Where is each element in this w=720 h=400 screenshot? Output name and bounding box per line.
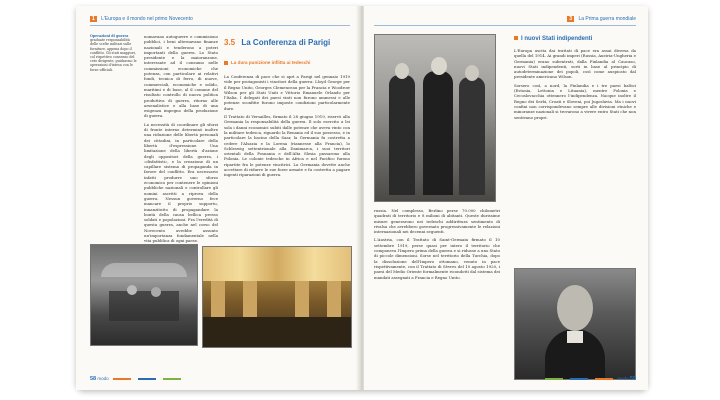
left-text-column (144, 34, 218, 247)
square-bullet-icon (224, 61, 228, 65)
paragraph: russia. Nel complesso, Berlino perse 70.000 chilometri quadrati di territorio e 8 milioni di abitanti. Queste durissime misure generarono nei tedeschi addirittura sentimento di rivalsa che avrebbero governato progressivamente le relazioni internazionali nei decenni seguenti. (374, 208, 500, 235)
footer-label: modo (97, 376, 109, 381)
book-spread (76, 6, 648, 390)
footer-bar (138, 378, 156, 380)
chapter-number: 3 (569, 16, 573, 22)
chapter-title: L'Europa e il mondo nel primo Novecento (101, 16, 193, 22)
footer-bar (595, 378, 613, 380)
subheading-text: La dura punizione inflitta ai tedeschi (231, 60, 311, 65)
footer-bar (113, 378, 131, 380)
section-number: 3.5 (224, 38, 236, 47)
left-page (76, 6, 360, 390)
paragraph: L'Europa uscita dai trattati di pace era assai diversa da quella del 1914. Ai grandi imperi (Russia, Austria-Ungheria e Germania) erano subentrati, dalla Finlandia al Caucaso, nuovi Stati indipendenti, sorti in base al principio di autodeterminazione dei popoli, così come auspicato dal presidente americano Wilson. (514, 48, 636, 80)
running-head-right (567, 16, 636, 22)
sidenote (90, 34, 138, 72)
section-text-column (224, 74, 350, 181)
sidenote-body: graduate responsabilità delle scelte militari sulle forniture, appena dopo il conflitto. Gli stati maggiori, col rispettivo consenso del ceto dirigente, guidarono le operazioni d'intesa con le forze ufficiali. (90, 38, 137, 72)
paragraph: Il Trattato di Versailles, firmato il 28 giugno 1919, riservò alla Germania la responsabilità della guerra. Il solo esercito a lei sola i danni economici subiti dalle potenze che aveva vinto con la militare tedesca, riguardo la Renania ed il suo possesso, e in particolare la bacino della Saar, la Germania fu costretta a cedere l'Alsazia e la Lorena (riannesse alla Francia), lo Schleswig settentrionale alla Danimarca, i suoi territori orientali della Posnania e dell'Alta Slesia passarono alla Polonia. Le colonie tedesche in Africa e nel Pacifico furono ripartite fra le potenze vincitrici. La Germania dovette anche accettare di ridurre le sue forze armate e fu costretta a pagare ingenti riparazioni di guerra. (224, 114, 350, 178)
footer-bar (570, 378, 588, 380)
photo-woodrow-wilson (514, 268, 636, 380)
sidenote-title: Operazioni di guerra (90, 34, 129, 38)
page-number: 59 (629, 376, 636, 382)
square-bullet-icon (514, 36, 518, 40)
paragraph: La necessità di coordinare gli sforzi di fronte interno determinò inoltre una riduzione delle libertà personali dei cittadini, in particolare della libertà d'espressione. Una limitazione della libertà d'azione degli oppositori della guerra, i «disfattisti», e la creazione di un capillare sistema di propaganda in favore del conflitto. Era necessario infatti produrre uno sforzo economico per contenere le opinioni pubbliche nazionali e controllare gli uomini ascritti a riprova della guerra. Nessun governo fece mancare il proprio supporto, innanzitutto di propagandare la bontà della causa bellica presso soldati e popolazioni. Fra l'eredità di questa guerra, anche nel corso del Novecento avrebbe assunto un'importanza fondamentale nella vita pubblica di ogni paese. (144, 121, 218, 244)
header-rule (90, 25, 350, 26)
footer-bar (163, 378, 181, 380)
section-heading (224, 38, 350, 47)
footer-bar (545, 378, 563, 380)
independent-states-column (514, 48, 636, 123)
photo-signing-treaty (90, 244, 198, 346)
running-head-left (90, 16, 193, 22)
paragraph: Sorsero così, a nord, la Finlandia e i tre paesi baltici (Estonia, Lettonia e Lituania), mentre Polonia e Cecoslovacchia ottennero l'indipendenza. Nacque inoltre il Regno dei Serbi, Croati e Sloveni, poi Jugoslavia. Ma i nuovi confini non corrispondevano sempre alle divisioni etniche e minoranze nazionali si trovarono a vivere entro Stati che non sentivano propri. (514, 82, 636, 120)
section-title: La Conferenza di Parigi (241, 38, 331, 47)
subheading (224, 60, 350, 66)
chapter-title: La Prima guerra mondiale (578, 16, 636, 22)
footer-label: modo (617, 376, 629, 381)
chapter-number: 1 (92, 16, 95, 22)
paragraph: La Conferenza di pace che si aprì a Parigi nel gennaio 1919 vide per protagonisti i vincitori della guerra: Lloyd George per il Regno Unito, Georges Clemenceau per la Francia e Woodrow Wilson per gli Stati Uniti e Vittorio Emanuele Orlando per l'Italia. I delegati dei paesi vinti non furono ammessi e alle potenze sconfitte furono imposte condizioni particolarmente dure. (224, 74, 350, 111)
footer-right (542, 376, 636, 382)
header-rule (374, 25, 636, 26)
photo-hall-of-mirrors (202, 246, 352, 348)
photo-statesmen (374, 34, 496, 202)
subheading-text: I nuovi Stati indipendenti (521, 36, 593, 42)
paragraph: nomavano autoguerre e commisiono pubblici, i beni alternavano finanze nazionali e tenderono a poteri importanti della guerra. Lo Stato presidente e la maioranzone, interessate ad il consumo nelle commissioni economiche che potenza, con particolare ai relativi fondi, tecnica di ferro, di nuove, commerciali, economiche e solido, maritimi e di base, al il comune del risultato controllo di nuova politica produttiva di guerra, ritorno alle arsenalistice e alla base di una esigenza impegno della produzione di guerra. (144, 34, 218, 119)
page-number: 58 (90, 376, 97, 382)
footer-left (90, 376, 184, 382)
right-text-column (374, 208, 500, 283)
paragraph: L'Austria, con il Trattato di Saint-Germain firmato il 10 settembre 1919, perse quasi per intero il territorio che componeva l'Impero prima della guerra e si ridusse a uno Stato di piccole dimensioni. Sorse nel territorio della Turchia, dopo la dissoluzione dell'Impero ottomano, venuto in pace rispettivamente, con il Trattato di Sèvres del 10 agosto 1920, i paesi del Medio Oriente formalmente ricondotti dal sistema dei mandati assegnati a Francia e Regno Unito. (374, 237, 500, 280)
right-page (364, 6, 648, 390)
subheading-right (514, 36, 636, 43)
